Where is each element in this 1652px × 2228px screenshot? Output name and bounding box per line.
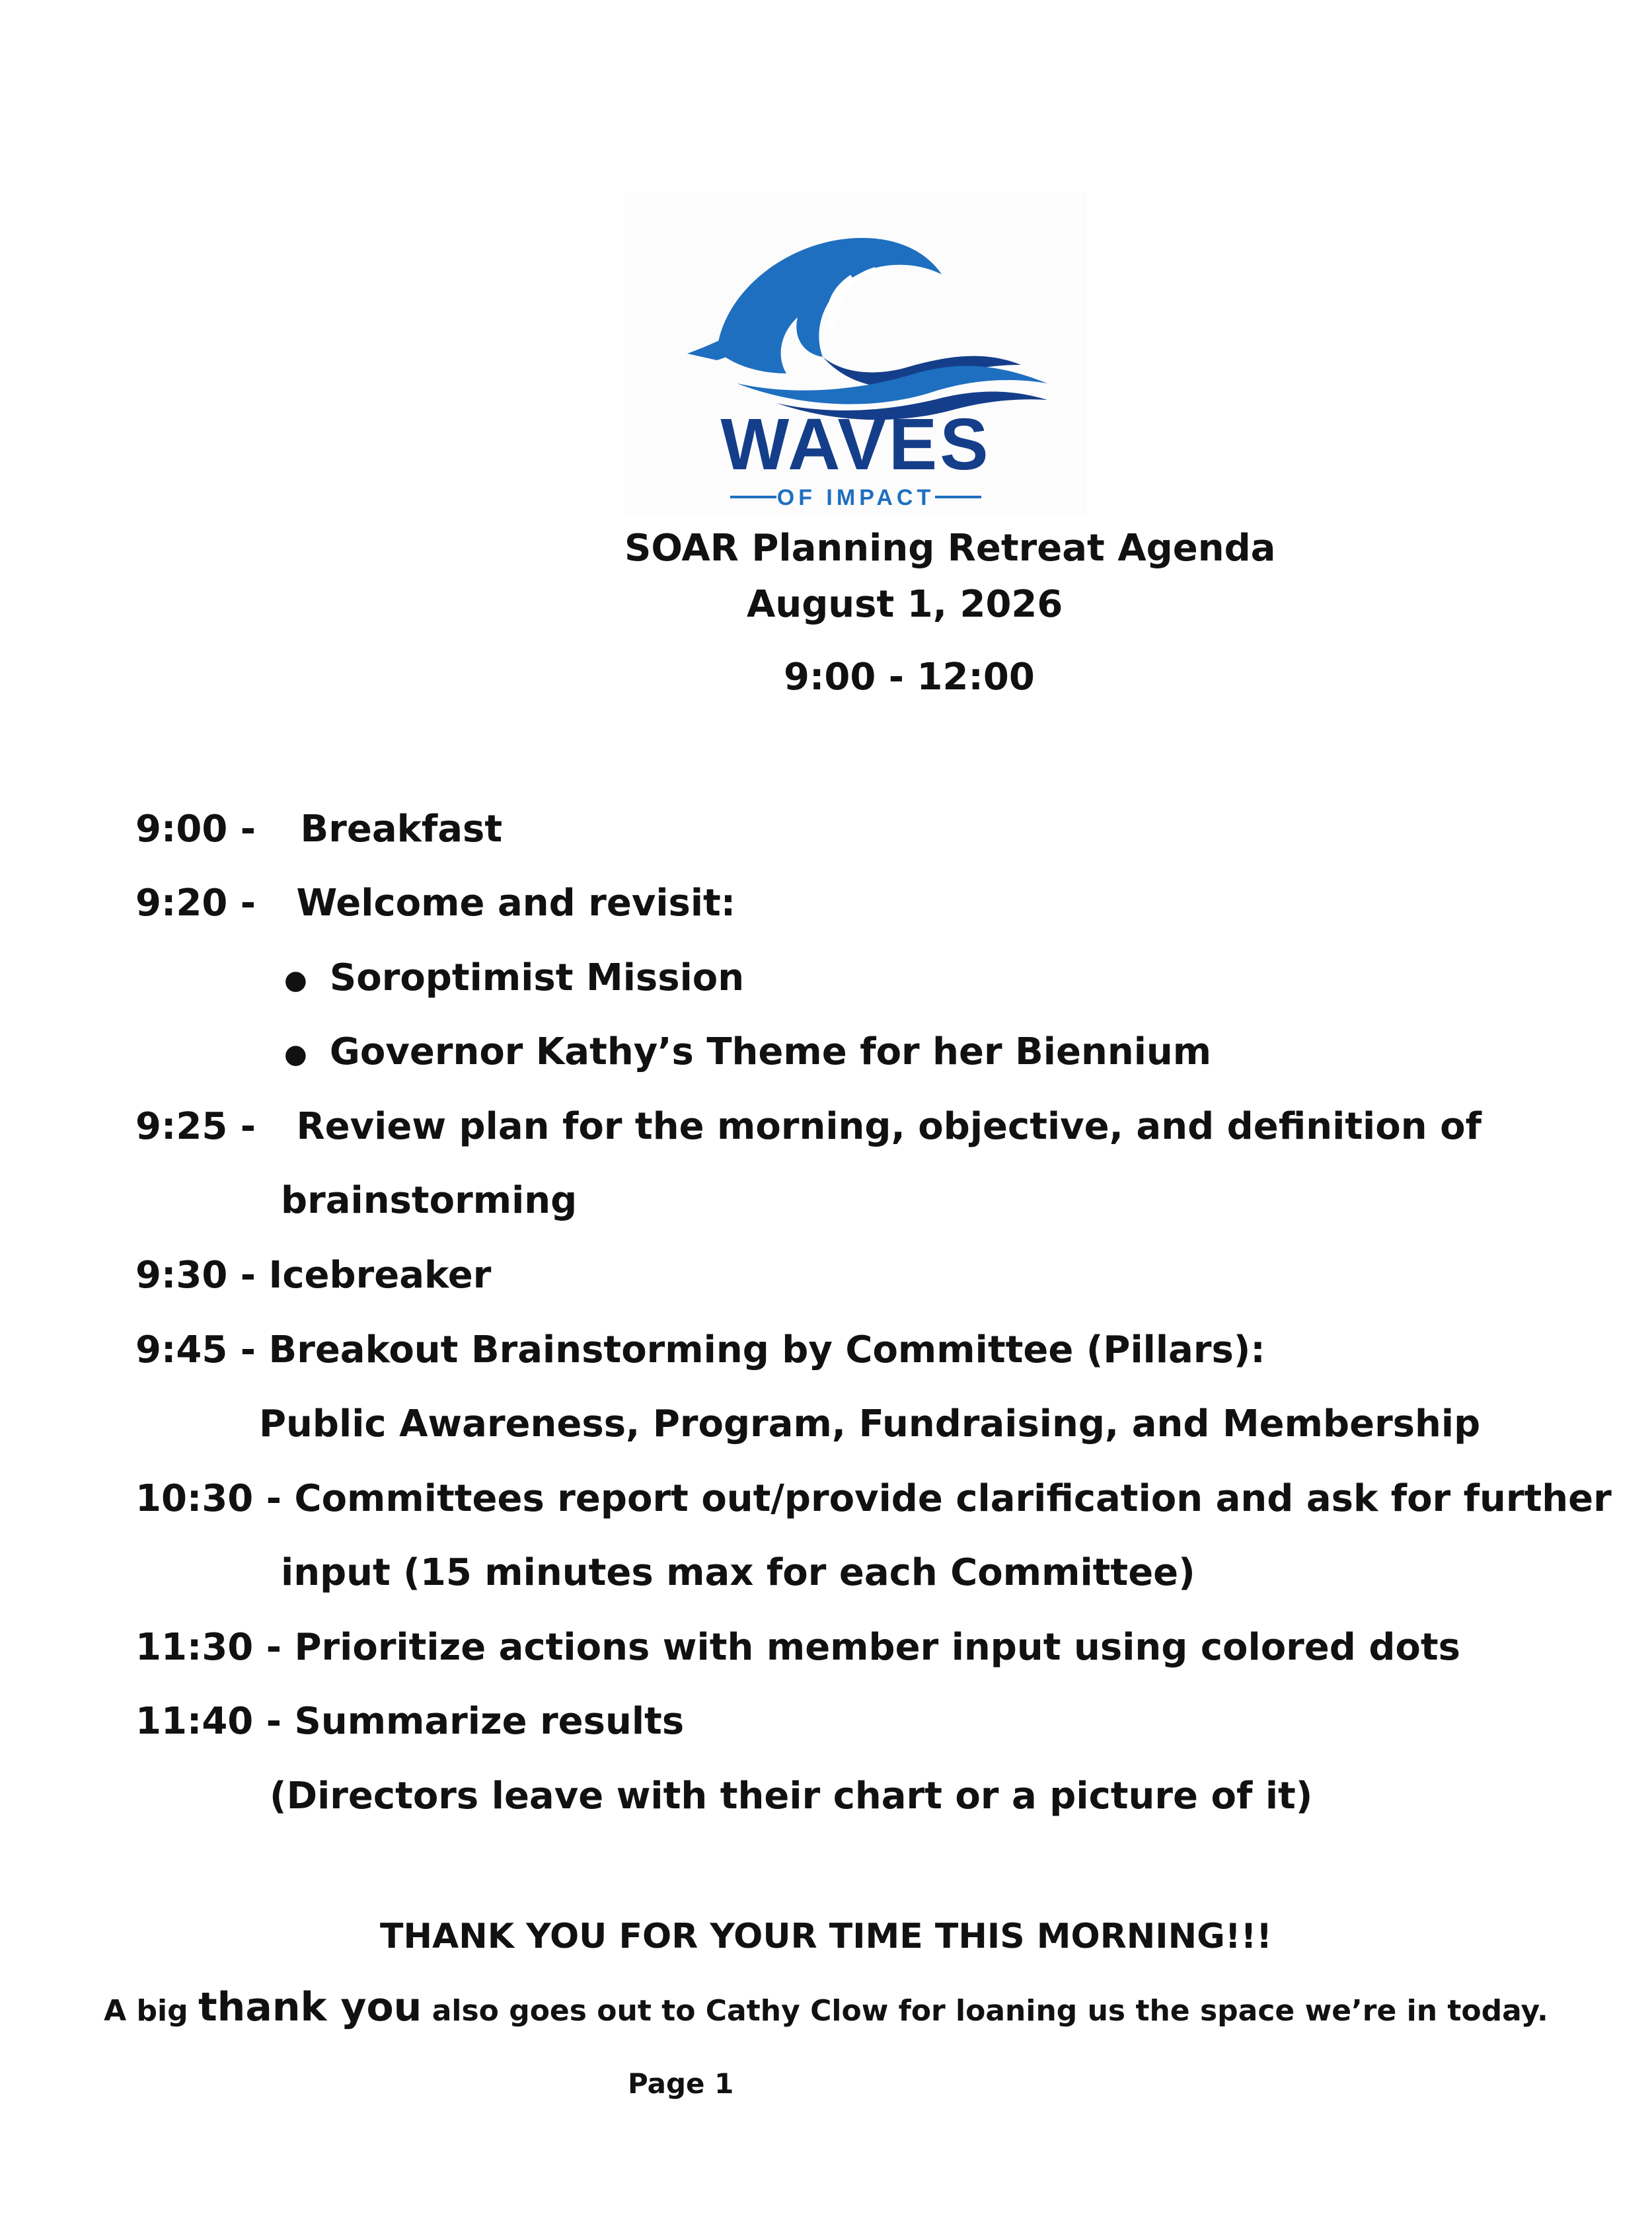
page-number: Page 1 <box>628 2067 734 2100</box>
agenda-text: Review plan for the morning, objective, and definition of <box>296 1105 1482 1148</box>
bullet-item <box>284 1029 1211 1077</box>
agenda-item-breakfast <box>135 806 502 853</box>
agenda-item-prioritize: 11:30 - Prioritize actions with member input using colored dots <box>135 1626 1461 1669</box>
agenda-time-range: 9:00 - 12:00 <box>784 656 1035 699</box>
note-emphasis: thank you <box>198 1984 422 2030</box>
bullet-icon: ● <box>284 964 307 995</box>
note-prefix: A big <box>104 1994 198 2028</box>
agenda-item-breakout-cont: Public Awareness, Program, Fundraising, and Membership <box>259 1402 1481 1445</box>
agenda-item-review-cont: brainstorming <box>281 1179 578 1222</box>
agenda-item-report-cont: input (15 minutes max for each Committee) <box>281 1551 1195 1594</box>
agenda-text: Breakfast <box>300 808 503 851</box>
agenda-time: 9:25 - <box>135 1105 256 1148</box>
agenda-item-welcome <box>135 880 735 927</box>
agenda-item-report: 10:30 - Committees report out/provide clarification and ask for further <box>135 1477 1612 1520</box>
agenda-item-summarize-cont: (Directors leave with their chart or a picture of it) <box>270 1775 1313 1818</box>
acknowledgement-note <box>0 1986 1652 2032</box>
thank-you-heading: THANK YOU FOR YOUR TIME THIS MORNING!!! <box>379 1917 1273 1956</box>
bullet-text: Governor Kathy’s Theme for her Biennium <box>329 1030 1212 1073</box>
logo-tagline: OF IMPACT <box>776 485 935 510</box>
agenda-item-breakout: 9:45 - Breakout Brainstorming by Committee (Pillars): <box>135 1328 1265 1371</box>
agenda-text: Welcome and revisit: <box>296 882 736 925</box>
agenda-item-review <box>135 1104 1482 1150</box>
logo-wordmark: WAVES <box>720 404 991 485</box>
wave-logo-icon <box>624 192 1087 516</box>
agenda-date: August 1, 2026 <box>747 583 1063 626</box>
agenda-item-summarize: 11:40 - Summarize results <box>135 1700 685 1743</box>
bullet-icon: ● <box>284 1038 307 1069</box>
bullet-item <box>284 955 744 1003</box>
agenda-time: 9:20 - <box>135 882 256 925</box>
waves-of-impact-logo <box>624 192 1087 516</box>
agenda-time: 9:00 - <box>135 808 256 851</box>
agenda-item-icebreaker: 9:30 - Icebreaker <box>135 1254 492 1297</box>
bullet-text: Soroptimist Mission <box>329 956 745 999</box>
note-suffix: also goes out to Cathy Clow for loaning us the space we’re in today. <box>422 1994 1548 2028</box>
agenda-title: SOAR Planning Retreat Agenda <box>624 527 1276 570</box>
